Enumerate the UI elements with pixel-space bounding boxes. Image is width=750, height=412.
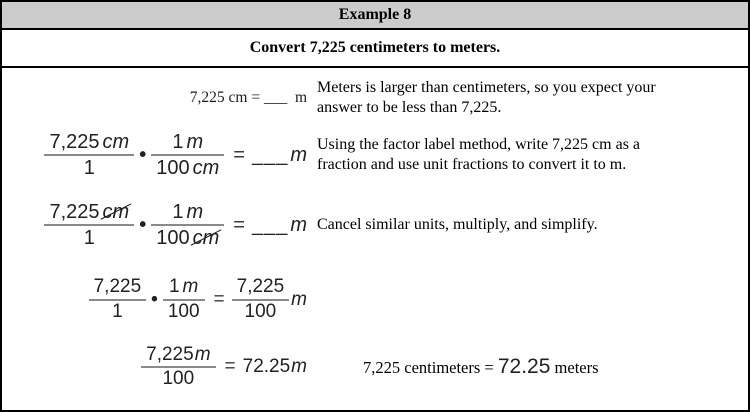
instruction-text: Convert 7,225 centimeters to meters. <box>249 39 501 56</box>
fraction-denominator: 1 <box>112 300 123 322</box>
fraction-numerator: 7,225 <box>93 276 142 297</box>
value: 7,225 <box>146 343 194 365</box>
cancelled-expression <box>2 200 307 250</box>
fraction-numerator <box>167 200 208 224</box>
equals-sign: = <box>233 213 245 236</box>
unit-label: m <box>291 356 307 378</box>
answer-prefix: 7,225 centimeters = <box>363 358 498 378</box>
fraction <box>232 276 290 324</box>
unit-label: cm <box>102 131 130 153</box>
step-note <box>317 135 640 175</box>
value: 100 <box>156 157 190 179</box>
unit-label: m <box>182 276 199 297</box>
note-line: Cancel similar units, multiply, and simplify. <box>317 216 598 233</box>
row-estimate <box>2 78 748 118</box>
unit-label: m <box>291 288 307 310</box>
value: 100 <box>156 227 190 249</box>
multiplied-expression <box>2 276 307 324</box>
answer-suffix: meters <box>550 358 599 378</box>
value: 1 <box>172 201 184 223</box>
fraction-numerator: 7,225 <box>236 276 285 297</box>
worked-solution <box>2 68 748 391</box>
equals-sign: = <box>233 143 245 166</box>
unit-label: cm <box>192 157 220 179</box>
fraction-numerator <box>167 130 208 154</box>
multiply-dot: • <box>139 143 147 166</box>
row-setup <box>2 130 748 180</box>
fraction-numerator <box>44 200 134 224</box>
row-result <box>2 344 748 392</box>
fraction <box>151 200 224 250</box>
equals-group <box>224 214 307 237</box>
note-line: fraction and use unit fractions to convert it to m. <box>317 156 627 173</box>
row-multiply <box>2 276 748 324</box>
unit-label: m <box>290 213 307 236</box>
fraction-denominator: 1 <box>83 157 95 179</box>
fraction-numerator <box>164 276 203 299</box>
equation-setup: 7,225 cm = ___ m <box>189 89 307 106</box>
unit-label: m <box>186 201 204 223</box>
simplified-expression <box>2 344 307 392</box>
unit-label: m <box>186 131 204 153</box>
fraction-denominator: 100 <box>162 368 195 390</box>
fraction <box>89 276 147 324</box>
equals-sign: = <box>224 356 236 378</box>
result-value: 72.25 <box>242 356 291 378</box>
row-cancel <box>2 200 748 250</box>
fraction-numerator <box>44 130 134 154</box>
unit-label: m <box>194 343 211 365</box>
fraction <box>163 276 205 324</box>
fraction-numerator <box>141 344 215 367</box>
value: 7,225 <box>49 131 100 153</box>
multiply-dot: • <box>139 213 147 236</box>
fraction-denominator <box>151 156 224 180</box>
fraction <box>151 130 224 180</box>
example-header <box>2 2 748 30</box>
unit-label: m <box>290 143 307 166</box>
cancelled-unit: cm <box>192 227 220 249</box>
answer-blank: ___ <box>251 143 289 166</box>
equals-group <box>224 144 307 167</box>
example-title: Example 8 <box>338 6 412 23</box>
note-line: Meters is larger than centimeters, so you expect your <box>317 79 656 96</box>
answer-blank: ___ <box>251 213 289 236</box>
instruction-bar <box>2 30 748 68</box>
fraction <box>44 200 134 250</box>
fraction-denominator: 100 <box>244 300 277 322</box>
factor-label-expression <box>2 130 307 180</box>
fraction-denominator: 1 <box>83 227 95 249</box>
value: 1 <box>172 131 184 153</box>
fraction-denominator: 100 <box>167 300 200 322</box>
value: 7,225 <box>49 201 100 223</box>
fraction <box>141 344 215 392</box>
step-note <box>317 215 598 235</box>
value: 1 <box>168 276 180 297</box>
step-note <box>317 78 656 118</box>
note-line: Using the factor label method, write 7,225 cm as a <box>317 136 641 153</box>
answer-value: 72.25 <box>497 355 551 379</box>
final-answer <box>363 354 599 380</box>
multiply-dot: • <box>151 288 158 310</box>
fraction <box>44 130 134 180</box>
note-line: answer to be less than 7,225. <box>317 99 502 116</box>
fraction-denominator <box>151 226 224 250</box>
cancelled-unit: cm <box>102 201 130 223</box>
equals-sign: = <box>213 288 225 310</box>
